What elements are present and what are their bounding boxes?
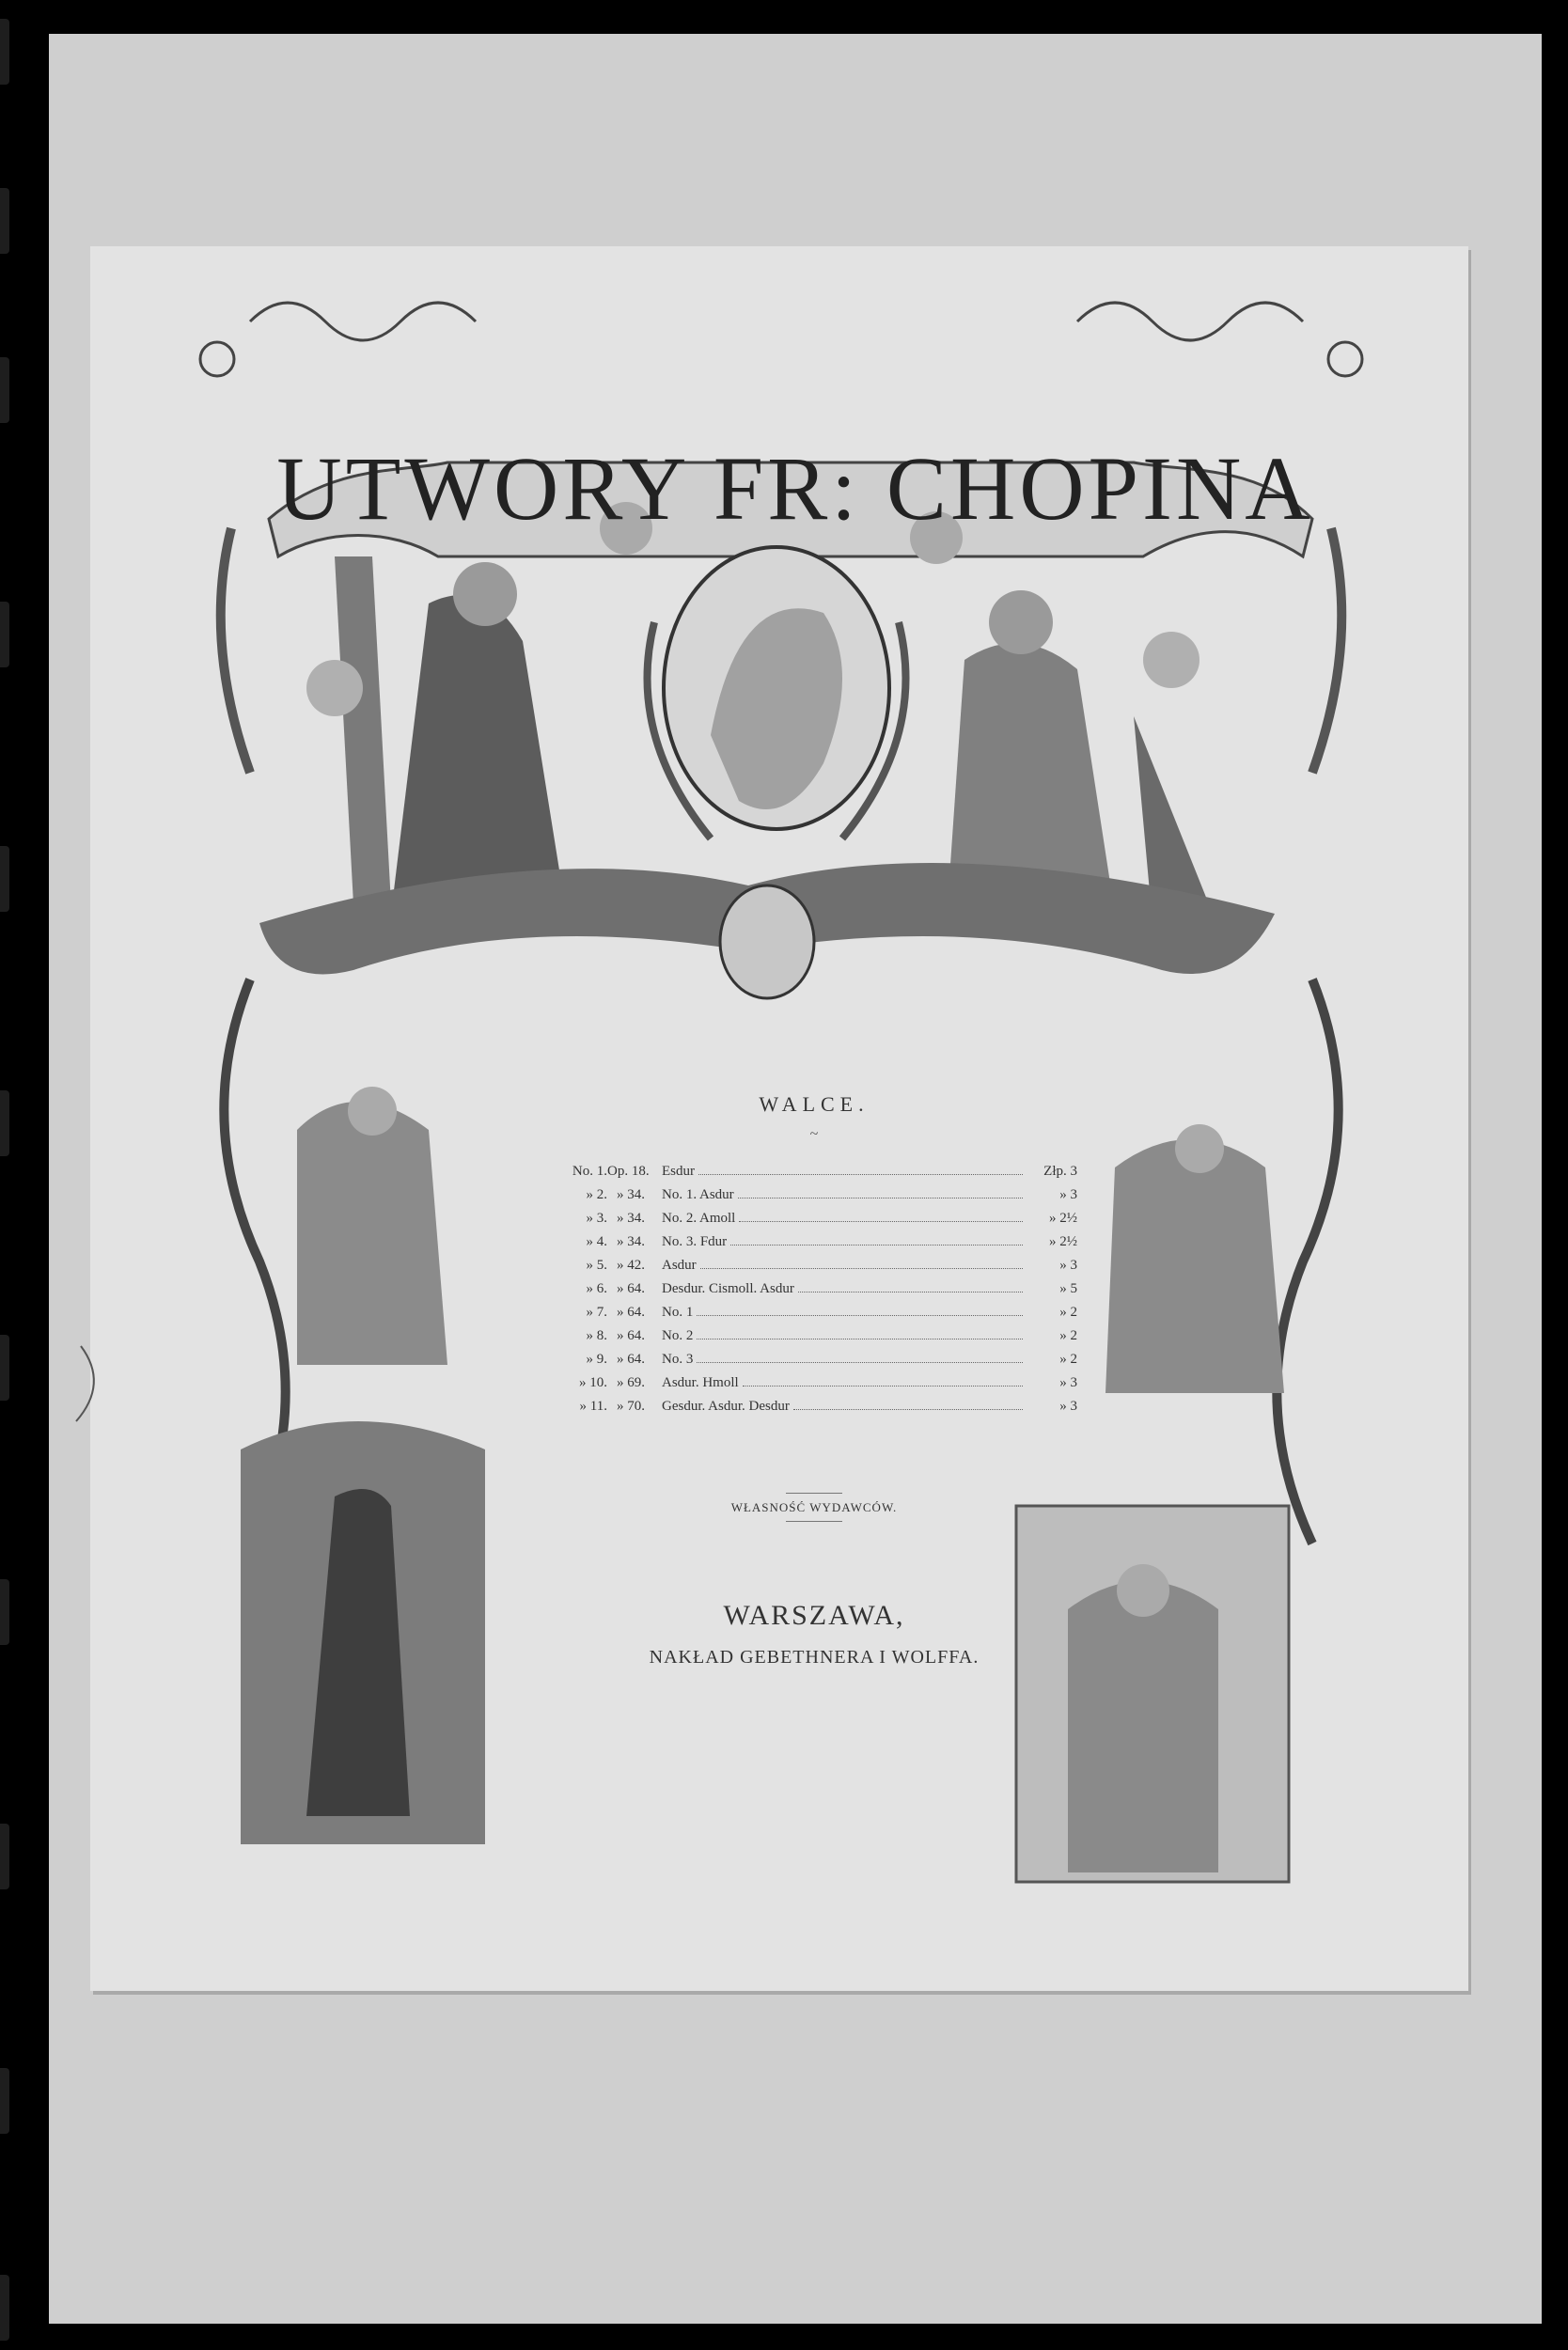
piece-title: Gesdur. Asdur. Desdur <box>662 1399 790 1414</box>
city: WARSZAWA, <box>723 1600 905 1631</box>
table-row <box>551 1324 1077 1348</box>
table-row <box>551 1395 1077 1418</box>
opus: » 34. <box>617 1234 645 1249</box>
price: » 2 <box>1059 1352 1077 1367</box>
price: Złp. 3 <box>1043 1164 1077 1179</box>
table-row <box>551 1348 1077 1371</box>
price: » 2½ <box>1049 1211 1077 1226</box>
row-number: » 10. <box>579 1375 607 1390</box>
opus: » 64. <box>617 1328 645 1343</box>
table-row <box>551 1183 1077 1207</box>
price: » 2 <box>1059 1328 1077 1343</box>
table-row <box>551 1160 1077 1183</box>
table-row <box>551 1371 1077 1395</box>
row-number: » 11. <box>579 1399 607 1414</box>
piece-title: No. 1. Asdur <box>662 1187 734 1202</box>
opus: » 34. <box>617 1187 645 1202</box>
price: » 3 <box>1059 1399 1077 1414</box>
opus: » 64. <box>617 1352 645 1367</box>
row-number: » 4. <box>586 1234 607 1249</box>
ornament-divider: ~ <box>809 1126 819 1142</box>
property-note-block <box>551 1487 1077 1528</box>
table-row <box>551 1230 1077 1254</box>
price: » 3 <box>1059 1375 1077 1390</box>
price: » 5 <box>1059 1281 1077 1296</box>
table-row <box>551 1254 1077 1277</box>
opus: » 42. <box>617 1258 645 1273</box>
opus: » 64. <box>617 1281 645 1296</box>
property-note: WŁASNOŚĆ WYDAWCÓW. <box>730 1500 898 1514</box>
piece-title: No. 3 <box>662 1352 694 1367</box>
divider <box>786 1493 842 1495</box>
piece-title: Esdur <box>662 1164 695 1179</box>
row-number: » 9. <box>586 1352 607 1367</box>
opus: » 70. <box>617 1399 645 1414</box>
publisher: NAKŁAD GEBETHNERA I WOLFFA. <box>649 1647 980 1668</box>
row-number: » 2. <box>586 1187 607 1202</box>
row-number: No. 1. <box>572 1164 607 1179</box>
piece-title: Asdur <box>662 1258 697 1273</box>
table-row <box>551 1277 1077 1301</box>
title-page <box>90 246 1468 1991</box>
row-number: » 5. <box>586 1258 607 1273</box>
row-number: » 8. <box>586 1328 607 1343</box>
table-row <box>551 1207 1077 1230</box>
divider <box>786 1521 842 1523</box>
piece-title: No. 2 <box>662 1328 694 1343</box>
piece-title: Asdur. Hmoll <box>662 1375 739 1390</box>
opus: » 64. <box>617 1305 645 1320</box>
row-number: » 7. <box>586 1305 607 1320</box>
price: » 3 <box>1059 1187 1077 1202</box>
table-row <box>551 1301 1077 1324</box>
waltz-table <box>551 1160 1077 1418</box>
title-text: UTWORY FR: CHOPINA <box>276 438 1314 539</box>
piece-title: No. 2. Amoll <box>662 1211 736 1226</box>
film-edge <box>0 0 13 2350</box>
row-number: » 6. <box>586 1281 607 1296</box>
contents-block <box>551 1092 1077 1668</box>
row-number: » 3. <box>586 1211 607 1226</box>
piece-title: No. 1 <box>662 1305 694 1320</box>
piece-title: No. 3. Fdur <box>662 1234 728 1249</box>
opus: » 34. <box>617 1211 645 1226</box>
section-heading: WALCE. <box>759 1092 870 1116</box>
opus: » 69. <box>617 1375 645 1390</box>
price: » 2½ <box>1049 1234 1077 1249</box>
piece-title: Desdur. Cismoll. Asdur <box>662 1281 794 1296</box>
title-banner <box>276 406 1314 575</box>
opus: Op. 18. <box>607 1164 650 1179</box>
price: » 2 <box>1059 1305 1077 1320</box>
price: » 3 <box>1059 1258 1077 1273</box>
